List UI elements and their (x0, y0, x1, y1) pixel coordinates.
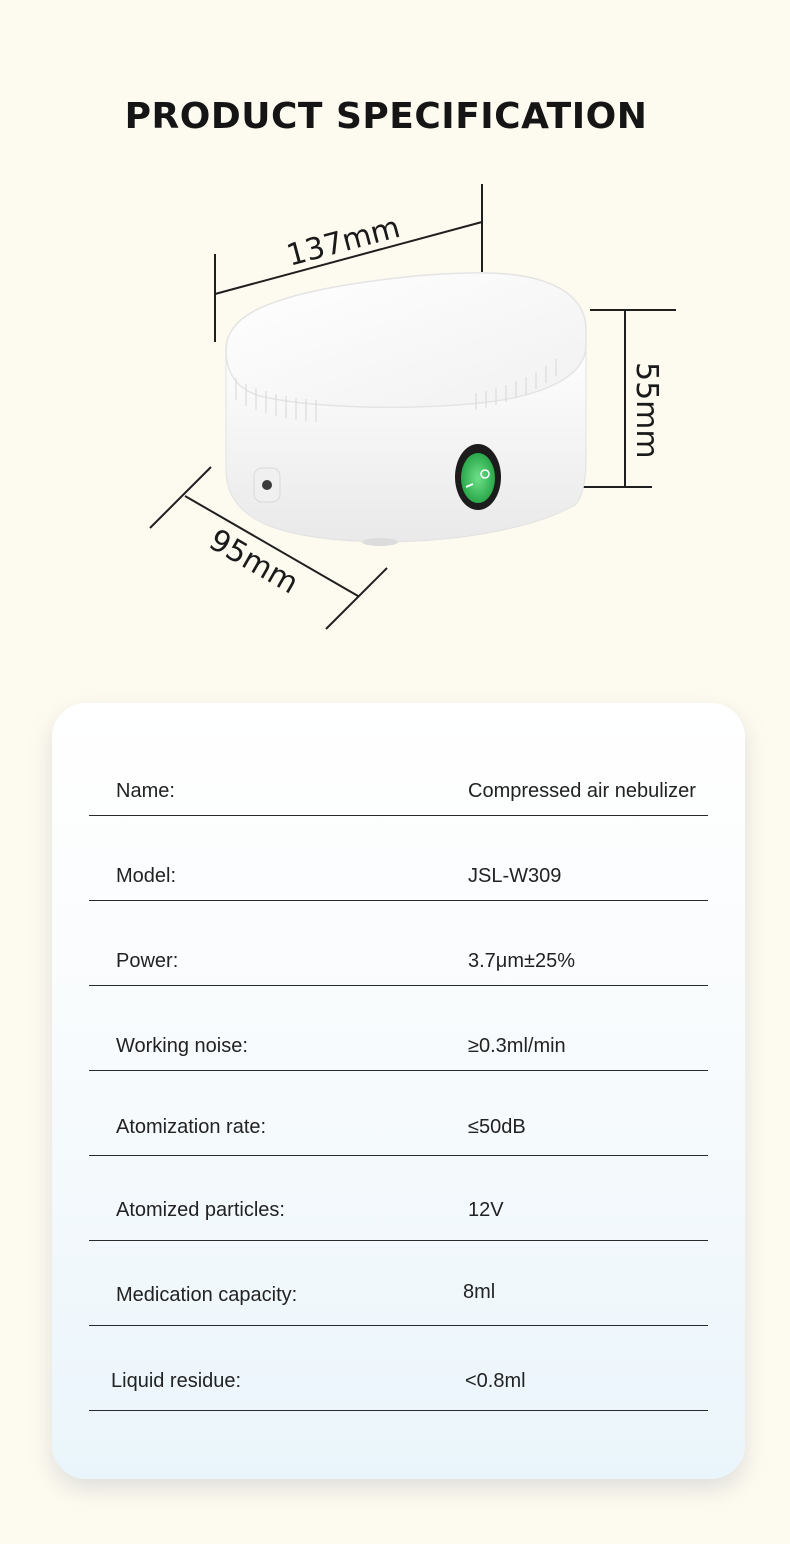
height-label: 55mm (629, 362, 664, 459)
spec-row-model (89, 815, 708, 901)
spec-label: Model: (116, 865, 177, 887)
spec-value: ≥0.3ml/min (468, 1035, 566, 1057)
spec-value: 8ml (463, 1281, 496, 1303)
spec-value: 3.7μm±25% (468, 950, 575, 972)
device-foot (362, 538, 398, 546)
spec-label: Atomization rate: (116, 1116, 267, 1138)
spec-label: Working noise: (116, 1035, 248, 1057)
spec-value: ≤50dB (468, 1116, 526, 1138)
spec-row-medication-capacity (89, 1240, 708, 1326)
spec-value: Compressed air nebulizer (468, 780, 696, 802)
spec-row-working-noise (89, 985, 708, 1071)
spec-row-name (89, 730, 708, 816)
spec-row-liquid-residue (89, 1325, 708, 1411)
spec-value: <0.8ml (465, 1370, 526, 1392)
width-label: 95mm (203, 522, 305, 602)
spec-label: Name: (116, 780, 175, 802)
spec-row-atomization-rate (89, 1070, 708, 1156)
page-title: PRODUCT SPECIFICATION (124, 96, 648, 137)
port-hole-icon (262, 480, 272, 490)
nebulizer-device (226, 273, 586, 546)
spec-label: Power: (116, 950, 179, 972)
spec-value: 12V (468, 1199, 504, 1221)
spec-label: Atomized particles: (116, 1199, 285, 1221)
spec-row-power (89, 900, 708, 986)
spec-value: JSL-W309 (468, 865, 562, 887)
spec-row-atomized-particles (89, 1155, 708, 1241)
device-lid (226, 273, 586, 407)
spec-label: Medication capacity: (116, 1284, 298, 1306)
length-label: 137mm (283, 209, 404, 274)
power-switch (461, 453, 495, 503)
spec-label: Liquid residue: (111, 1370, 242, 1392)
product-dimension-diagram (0, 0, 790, 680)
